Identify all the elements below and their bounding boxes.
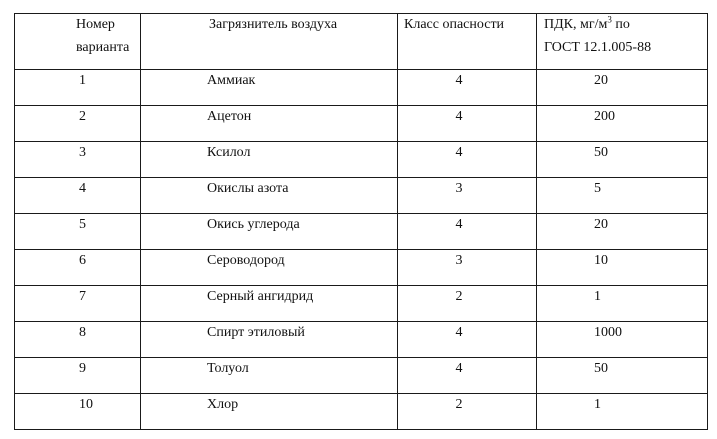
cell-pollutant-name: Окись углерода <box>141 214 398 250</box>
cell-pdk-value: 50 <box>537 142 708 178</box>
header-pdk-standard: ГОСТ 12.1.005-88 <box>544 40 652 55</box>
header-pdk-suffix: по <box>611 17 630 32</box>
cell-pdk-value: 50 <box>537 358 708 394</box>
cell-pollutant-name: Ксилол <box>141 142 398 178</box>
cell-pdk-value: 1 <box>537 286 708 322</box>
cell-hazard-class: 4 <box>398 70 537 106</box>
cell-variant-number: 6 <box>15 250 141 286</box>
cell-pdk-value: 10 <box>537 250 708 286</box>
header-pdk <box>537 14 708 70</box>
cell-variant-number: 5 <box>15 214 141 250</box>
cell-variant-number: 4 <box>15 178 141 214</box>
header-pdk-superscript: 3 <box>607 14 612 25</box>
header-pdk-prefix: ПДК, мг/м <box>544 17 608 32</box>
table-row <box>15 178 708 214</box>
cell-variant-number: 8 <box>15 322 141 358</box>
header-pollutant: Загрязнитель воздуха <box>141 14 398 70</box>
table-row <box>15 70 708 106</box>
cell-pollutant-name: Окислы азота <box>141 178 398 214</box>
cell-hazard-class: 2 <box>398 394 537 430</box>
cell-variant-number: 2 <box>15 106 141 142</box>
cell-hazard-class: 4 <box>398 106 537 142</box>
table-row <box>15 214 708 250</box>
cell-pollutant-name: Толуол <box>141 358 398 394</box>
table-row <box>15 394 708 430</box>
cell-hazard-class: 4 <box>398 142 537 178</box>
table-row <box>15 142 708 178</box>
cell-pollutant-name: Сероводород <box>141 250 398 286</box>
cell-hazard-class: 4 <box>398 358 537 394</box>
cell-variant-number: 1 <box>15 70 141 106</box>
cell-hazard-class: 4 <box>398 214 537 250</box>
cell-pollutant-name: Ацетон <box>141 106 398 142</box>
table-row <box>15 106 708 142</box>
pollutants-table <box>14 13 708 430</box>
table-row <box>15 322 708 358</box>
cell-variant-number: 10 <box>15 394 141 430</box>
cell-variant-number: 3 <box>15 142 141 178</box>
cell-pdk-value: 200 <box>537 106 708 142</box>
cell-hazard-class: 3 <box>398 178 537 214</box>
cell-pdk-value: 20 <box>537 70 708 106</box>
cell-hazard-class: 3 <box>398 250 537 286</box>
cell-pdk-value: 1 <box>537 394 708 430</box>
header-variant-line2: варианта <box>76 40 130 55</box>
header-variant-line1: Номер <box>76 17 115 32</box>
header-variant-number <box>15 14 141 70</box>
cell-pollutant-name: Спирт этиловый <box>141 322 398 358</box>
table-row <box>15 250 708 286</box>
cell-hazard-class: 4 <box>398 322 537 358</box>
cell-pdk-value: 20 <box>537 214 708 250</box>
header-hazard-class: Класс опасности <box>398 14 537 70</box>
table-body <box>15 70 708 430</box>
cell-pdk-value: 5 <box>537 178 708 214</box>
cell-variant-number: 9 <box>15 358 141 394</box>
cell-variant-number: 7 <box>15 286 141 322</box>
table-row <box>15 358 708 394</box>
table-header-row <box>15 14 708 70</box>
cell-pollutant-name: Серный ангидрид <box>141 286 398 322</box>
cell-pollutant-name: Аммиак <box>141 70 398 106</box>
cell-pdk-value: 1000 <box>537 322 708 358</box>
cell-pollutant-name: Хлор <box>141 394 398 430</box>
table-row <box>15 286 708 322</box>
cell-hazard-class: 2 <box>398 286 537 322</box>
